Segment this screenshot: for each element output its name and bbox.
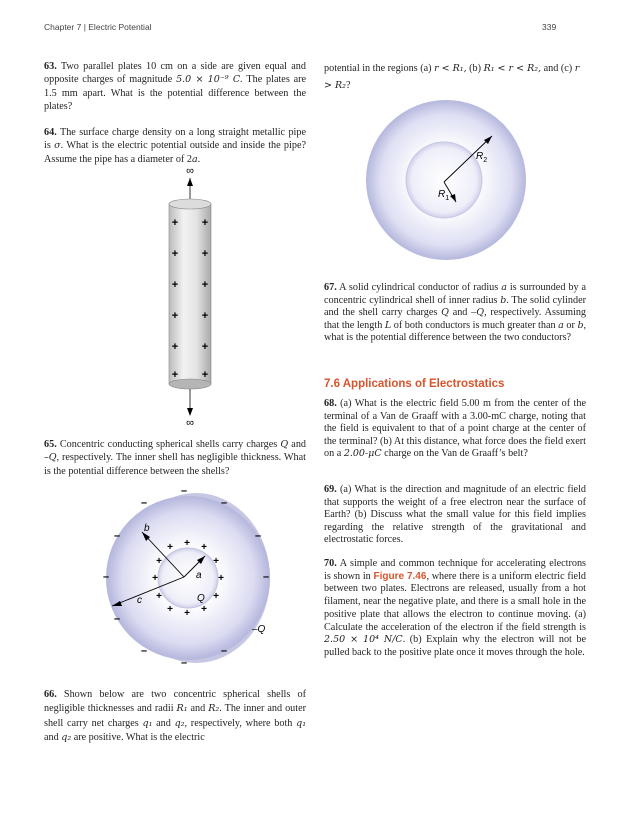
math-a: a xyxy=(501,282,507,293)
math-region-a: r < R₁, xyxy=(434,63,467,74)
plus-sign: + xyxy=(152,573,158,584)
problem-number: 68. xyxy=(324,398,337,409)
plus-sign: + xyxy=(201,604,207,615)
problem-66-continued xyxy=(324,60,586,94)
label-c: c xyxy=(137,595,142,606)
math-Q: Q xyxy=(441,307,449,318)
plus-sign: + xyxy=(201,369,209,381)
math-q1: q₁ xyxy=(296,717,307,729)
problem-text: and xyxy=(156,717,171,729)
arrow-head-down xyxy=(187,408,193,416)
inner-shell xyxy=(158,548,218,608)
minus-sign: – xyxy=(113,613,121,625)
problem-67 xyxy=(324,282,586,345)
plus-sign: + xyxy=(201,248,209,260)
problem-text: , what is the potential difference between the two conductors? xyxy=(324,319,587,343)
problem-text: of both conductors is much greater than xyxy=(393,319,556,331)
math-charge: 2.00-μC xyxy=(343,448,382,460)
math-field-strength: 2.50 × 10⁴ N/C xyxy=(324,634,403,646)
plus-sign: + xyxy=(201,310,209,322)
problem-number: 67. xyxy=(324,282,337,293)
math-L: L xyxy=(384,319,392,331)
minus-sign: – xyxy=(220,645,228,657)
problem-text: and xyxy=(44,732,59,744)
math-a: a xyxy=(191,153,198,165)
plus-sign: + xyxy=(171,279,179,291)
plus-sign: + xyxy=(184,538,190,549)
minus-sign: – xyxy=(180,485,188,497)
math-negQ: –Q xyxy=(44,452,57,464)
problem-number: 70. xyxy=(324,558,337,569)
plus-sign: + xyxy=(201,542,207,553)
math-sigma: σ xyxy=(54,140,61,152)
plus-sign: + xyxy=(213,556,219,567)
minus-sign: – xyxy=(220,497,228,509)
plus-sign: + xyxy=(201,217,209,229)
problem-text: and – xyxy=(452,307,477,318)
problem-text: The plates are 1.5 mm apart. What is the potential difference between the plates? xyxy=(44,74,307,113)
problem-63 xyxy=(44,60,306,114)
plus-sign: + xyxy=(167,542,173,553)
problem-number: 65. xyxy=(44,439,57,450)
problem-text: Shown below are two concentric spherical shells of negligible thicknesses and radii xyxy=(44,689,306,715)
problem-text: potential in the regions (a) xyxy=(324,63,432,74)
math-Q: Q xyxy=(476,307,485,318)
problem-text: (b) xyxy=(469,63,482,74)
minus-sign: – xyxy=(254,530,262,542)
math-region-c: r > R₂ xyxy=(324,63,580,91)
label-negQ: –Q xyxy=(252,624,266,635)
plus-sign: + xyxy=(171,310,179,322)
minus-sign: – xyxy=(140,497,148,509)
concentric-spheres-figure xyxy=(100,484,280,676)
problem-69 xyxy=(324,484,586,547)
problem-text: Concentric conducting spherical shells carry charges xyxy=(59,439,278,450)
plus-sign: + xyxy=(156,591,162,602)
pipe-body xyxy=(169,204,211,384)
math-R1: R₁ xyxy=(176,703,188,715)
math-b: b xyxy=(577,319,584,331)
section-heading: 7.6 Applications of Electrostatics xyxy=(324,378,505,390)
problem-65 xyxy=(44,438,306,478)
label-R1: $R_1$ xyxy=(438,189,450,202)
minus-sign: – xyxy=(140,645,148,657)
plus-sign: + xyxy=(171,341,179,353)
infinity-bottom-label: ∞ xyxy=(186,417,194,426)
problem-text: or xyxy=(566,319,575,331)
problem-text: (a) What is the direction and magnitude of an electric field that supports the weight of a free electron near the surface of Earth? (b) Discuss what the small value for this field implies regarding the relative strength of the gravitational and electrostatic forces. xyxy=(324,484,587,546)
plus-sign: + xyxy=(156,556,162,567)
problem-number: 69. xyxy=(324,484,337,495)
problem-text: A simple and common technique for accelerating electrons is shown in xyxy=(324,558,586,582)
problem-68 xyxy=(324,398,586,461)
plus-sign: + xyxy=(171,369,179,381)
math-q2: q₂ xyxy=(61,732,72,744)
math-a: a xyxy=(558,319,564,331)
plus-sign: + xyxy=(171,217,179,229)
problem-70 xyxy=(324,558,586,660)
plus-sign: + xyxy=(201,279,209,291)
problem-text: . The inner and outer shell carry net charges xyxy=(44,703,307,729)
figure-link[interactable]: Figure 7.46 xyxy=(373,570,427,582)
problem-text: The surface charge density on a long straight metallic pipe is xyxy=(44,127,306,152)
pipe-figure xyxy=(150,164,230,426)
infinity-top-label: ∞ xyxy=(186,165,194,177)
label-Q: Q xyxy=(197,593,205,604)
problem-text: , respectively. The inner shell has negligible thickness. What is the potential difference between the shells? xyxy=(44,452,306,477)
chapter-header: Chapter 7 | Electric Potential xyxy=(44,22,152,32)
math-region-b: R₁ < r < R₂, xyxy=(483,63,542,74)
inner-shell xyxy=(406,142,482,218)
minus-sign: – xyxy=(102,571,110,583)
plus-sign: + xyxy=(213,591,219,602)
plus-sign: + xyxy=(218,573,224,584)
math-Q: Q xyxy=(280,439,289,450)
problem-number: 64. xyxy=(44,127,57,138)
problem-text: and xyxy=(291,439,307,450)
math-q2: q₂ xyxy=(174,717,185,729)
problem-text: and (c) xyxy=(543,63,573,74)
label-R2: $R_2$ xyxy=(476,151,488,164)
minus-sign: – xyxy=(113,530,121,542)
problem-text: (a) What is the electric field 5.00 m from the center of the terminal of a Van de Graaff with a 3.00-mC charge, noting that the field is equivalent to that of a point charge at the center of the terminal? (b) At this distance, what force does the field exert on a xyxy=(324,398,586,460)
problem-66 xyxy=(44,688,306,746)
problem-text: . What is the electric potential outside and inside the pipe? Assume the pipe has a diameter of 2 xyxy=(44,140,306,165)
plus-sign: + xyxy=(171,248,179,260)
plus-sign: + xyxy=(167,604,173,615)
problem-64 xyxy=(44,126,306,166)
math-q1: q₁ xyxy=(142,717,153,729)
problem-text: and xyxy=(190,703,206,715)
problem-text: A solid cylindrical conductor of radius xyxy=(339,282,499,293)
problem-number: 63. xyxy=(44,61,57,72)
problem-text: . (b) Explain why the electron will not be pulled back to the positive plate once it moves through the hole. xyxy=(324,634,586,658)
problem-text: . The solid cylinder and the shell carry charges xyxy=(324,294,586,318)
problem-text: , respectively, where both xyxy=(184,717,293,729)
minus-sign: – xyxy=(262,571,270,583)
concentric-shells-figure xyxy=(364,98,528,262)
math-b: b xyxy=(500,294,507,306)
math-R2: R₂ xyxy=(208,703,220,715)
problem-text: ? xyxy=(345,80,351,91)
problem-text: are positive. What is the electric xyxy=(73,732,205,744)
pipe-top-end xyxy=(169,199,211,209)
problem-text: charge on the Van de Graaff’s belt? xyxy=(384,448,528,460)
problem-text: . xyxy=(197,153,201,165)
problem-text: Two parallel plates 10 cm on a side are given equal and opposite charges of magnitude xyxy=(44,61,306,86)
page-number: 339 xyxy=(542,22,557,32)
label-a: a xyxy=(196,570,202,581)
plus-sign: + xyxy=(201,341,209,353)
plus-sign: + xyxy=(184,608,190,619)
problem-text: , where there is a uniform electric field between two plates. Electrons are released, usually from a hot filament, near the negative plate, and there is a small hole in the positive plate that allows the electron to continue moving. (a) Calculate the acceleration of the electron if the field strength is xyxy=(324,570,586,633)
problem-text: is surrounded by a concentric cylindrical shell of inner radius xyxy=(324,282,587,306)
arrow-head-up xyxy=(187,178,193,186)
minus-sign: – xyxy=(180,657,188,669)
math-charge: 5.0 × 10⁻⁹ C. xyxy=(176,74,243,86)
label-b: b xyxy=(144,523,150,534)
problem-text: , respectively. Assuming that the length xyxy=(324,307,587,331)
problem-number: 66. xyxy=(44,689,57,700)
